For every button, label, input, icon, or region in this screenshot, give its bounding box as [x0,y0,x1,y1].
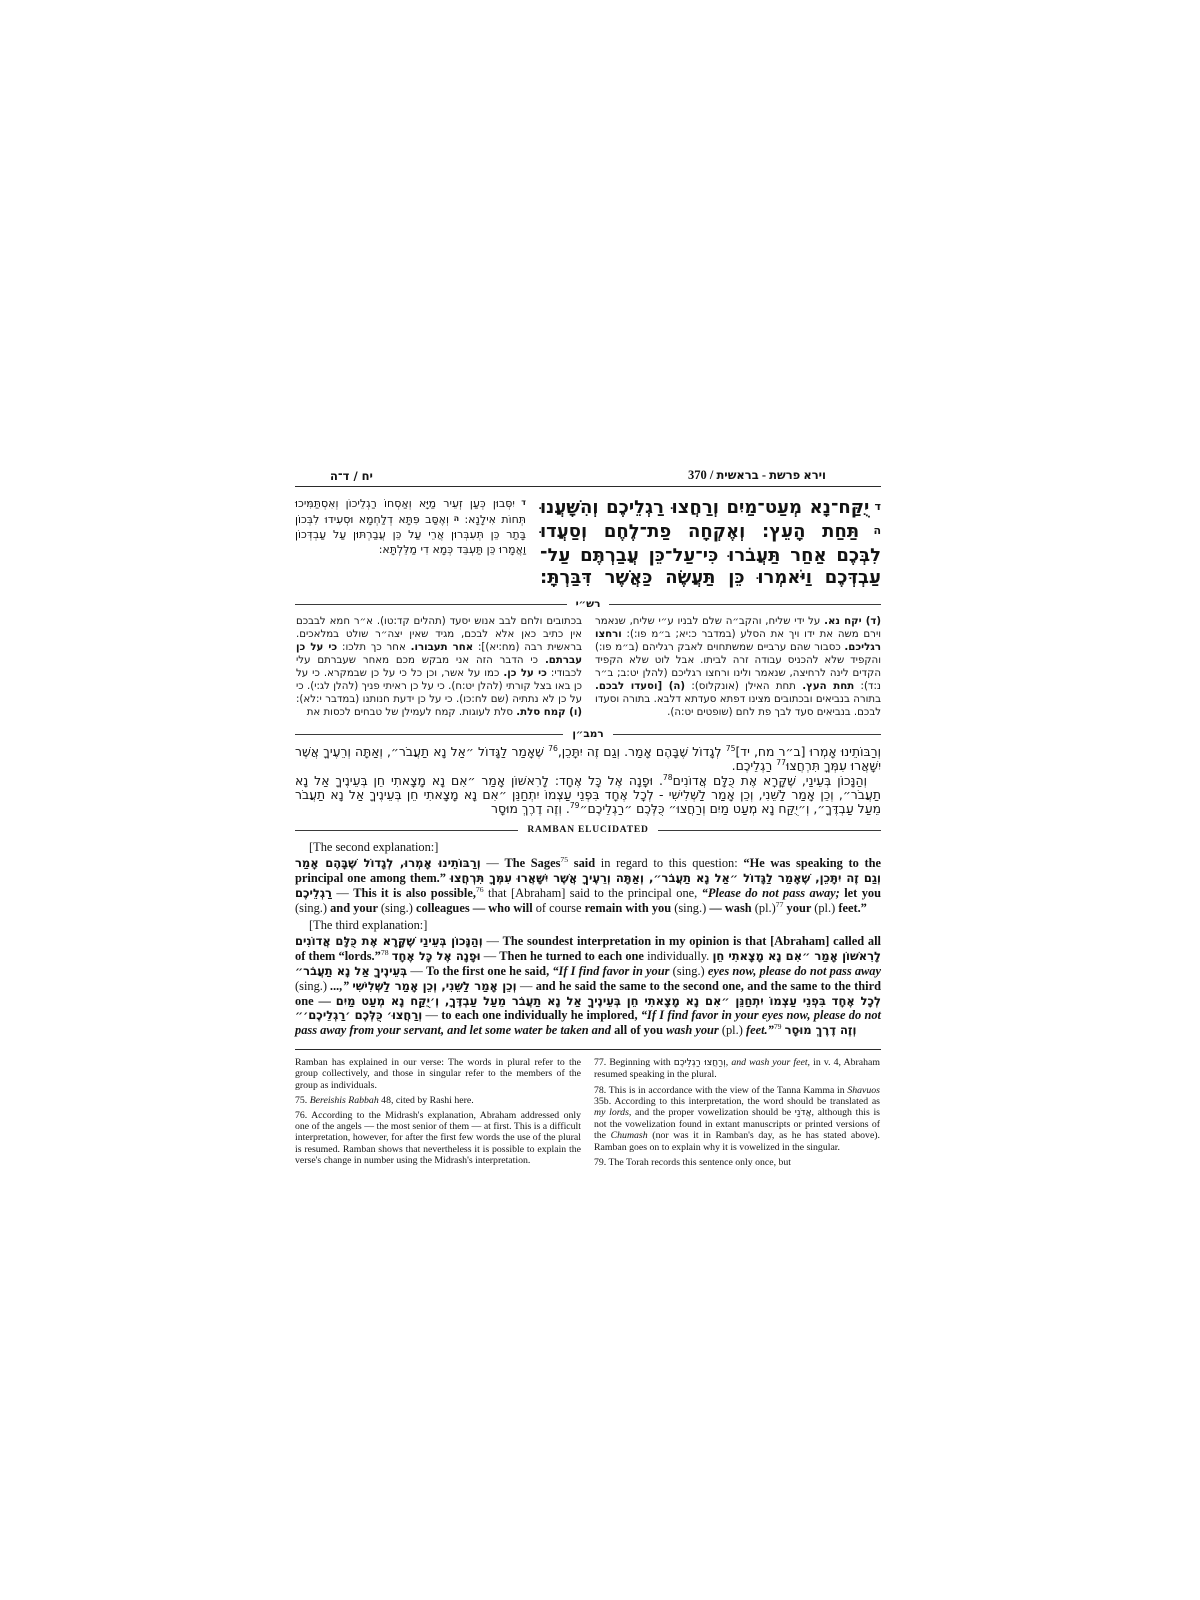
footnote-75: 75. Bereishis Rabbah 48, cited by Rashi here. [295,1094,474,1106]
explanation-3-header: [The third explanation:] [309,918,428,933]
footnote-76: 76. According to the Midrash's explanation, Abraham addressed only one of the angels — the most senior of them — at first. This is a difficult interpretation, however, for after the first few words the use of the plural is resumed. Ramban shows that nevertheless it is possible to explain the verse's change in number using the Midrash's interpretation. [295,1110,581,1166]
explanation-2-header: [The second explanation:] [309,840,439,855]
targum-onkelos-column: ד יִסְּבוּן כְּעַן זְעֵיר מַיָּא וְאַסְחוֹ רַגְלֵיכוֹן וְאִסְתַּמִּיכוּ תְּחוֹת אִילָנָא: ה וְאֶסַּב פִּתָּא דְלַחְמָא וּסְעִידוּ לִבְּכוֹן בָּתַר כֵּן תְּעִבְּרוּן אֲרֵי עַל כֵּן עֲבַרְתּוּן עַל עַבְדְּכוֹן וַאֲמָרוּ כֵּן תַּעְבֵּד כְּמָא דִי מַלֵּלְתָּא: [295,497,526,557]
page-header [295,468,881,487]
ramban-hebrew-paragraph-2: וְהַנָּכוֹן בְּעֵינַי, שֶׁקָּרָא אֶת כֻּלָּם אֲדוֹנִים$^{78}$. וּפָנָה אֶל כָּל אֶחָד: לָרִאשׁוֹן אָמַר ״אִם נָא מָצָאתִי חֵן בְּעֵינֶיךָ אַל נָא תַעֲבֹר״, וְכֵן אָמַר לַשֵּׁנִי, וְכֵן אָמַר לַשְּׁלִישִׁי - לְכָל אֶחָד בִּפְנֵי עַצְמוֹ יִתְחַנֵּן ״אִם נָא מָצָאתִי חֵן בְּעֵינֶיךָ אַל נָא תַעֲבֹר מֵעַל עַבְדֶּךָ״, וְ״יֻקַּח נָא מְעַט מַיִם וְרַחֲצוּ״ כֻּלְּכֶם ״רַגְלֵיכֶם״$^{79}$. וְזֶה דֶרֶךְ מוּסָר [295,772,881,817]
rashi-column-left: בכתובים ולחם לבב אנוש יסעד (תהלים קד:טו). א״ר חמא לבבכם אין כתיב כאן אלא לבכם, מגיד שאין יצה״ר שולט במלאכים. בראשית רבה (מח:יא)]: אחר תעבורו. אחר כך תלכו: כי על כן עברתם. כי הדבר הזה אני מבקש מכם מאחר שעברתם עלי לכבודי: כי על כן. כמו על אשר, וכן כל כי על כן שבמקרא. כי על כן באו בצל קורתי (להלן יט:ח). כי על כן ראיתי פניך (להלן לג:י). כי על כן לא נתתיה (שם לח:כו). כי על כן ידעת חנותנו (במדבר י:לא): (ו) קמח סלת. סלת לעוגות. קמח לעמילן של טבחים לכסות את [296,616,582,718]
verse-line: ד יֻקַּח־נָא מְעַט־מַיִם וְרַחֲצוּ רַגְלֵיכֶם וְהִשָּׁעֲנוּ [540,497,882,518]
torah-text-section [295,497,881,589]
footnote-79: 79. The Torah records this sentence only once, but [594,1156,792,1168]
rashi-divider-label: רש״י [575,598,601,610]
footnotes-section [295,1057,881,1172]
verse-line: ה תַּחַת הָעֵץ: וְאֶקְחָה פַת־לֶחֶם וְסַעֲדוּ [540,521,881,542]
rashi-column-right: (ד) יקח נא. על ידי שליח, והקב״ה שלם לבניו ע״י שליח, שנאמר וירם משה את ידו ויך את הסלע (במדבר כ:יא; ב״מ פו:): ורחצו רגליכם. כסבור שהם ערביים שמשתחוים לאבק רגליהם (ב״מ פו:) והקפיד שלא להכניס עבודה זרה לביתו. אבל לוט שלא הקפיד הקדים לינה לרחיצה, שנאמר ולינו ורחצו רגליכם (להלן יט:ב; ב״ר נ:ד): תחת העץ. תחת האילן (אונקלוס): (ה) [וסעדו לבכם. בתורה בנביאים ובכתובים מצינו דפתא סעדתא דלבא. בתורה וסעדו לבכם. בנביאים סעד לבך פת לחם (שופטים יט:ה). [595,616,881,718]
footnotes-separator-rule [295,1049,881,1050]
footnote-column-right [594,1057,880,1172]
footnote-78: 78. This is in accordance with the view of the Tanna Kamma in Shavuos 35b. According to this interpretation, the word should be translated as my lords, and the proper vowelization should be אֲדֹנַי, although this is not the vowelization found in extant manuscripts or printed versions of the Chumash (nor was it in Ramban's day, as he has stated above). Ramban goes on to explain why it is vowelized in the singular. [594,1084,881,1153]
footnote-column-left [295,1057,581,1172]
verse-line: עַבְדְּכֶם וַיֹּאמְרוּ כֵּן תַּעֲשֶׂה כַּאֲשֶׁר דִּבַּרְתָּ: [540,567,881,588]
ramban-divider [295,728,881,740]
footnote-77: 77. Beginning with וְרַחֲצוּ רַגְלֵיכֶם, and wash your feet, in v. 4, Abraham resumed speaking in the plural. [594,1057,880,1081]
ramban-hebrew-section [295,745,881,816]
rashi-commentary-section [295,615,881,719]
rashi-divider [295,598,881,610]
footnote-continuation: Ramban has explained in our verse: The words in plural refer to the group collectively, and those in singular refer to the members of the group as individuals. [295,1057,581,1091]
explanation-3-body: וְהַנָּכוֹן בְּעֵינַי שֶׁקָּרָא אֶת כֻּלָּם אֲדוֹנִים — The soundest interpretation in my opinion is that [Abraham] called all of them “lords.”$^{78}$ וּפָנָה אֶל כָּל אֶחָד — Then he turned to each one individually. לָרִאשׁוֹן אָמַר ״אִם נָא מָצָאתִי חֵן בְּעֵינֶיךָ אַל נָא תַעֲבֹר״ — To the first one he said, “If I find favor in your (sing.) eyes now, please do not pass away (sing.) ...,” וְכֵן אָמַר לַשֵּׁנִי, וְכֵן אָמַר לַשְּׁלִישִׁי — and he said the same to the second one, and the same to the third one — לְכָל אֶחָד בִּפְנֵי עַצְמוֹ יִתְחַנֵּן ״אִם נָא מָצָאתִי חֵן בְּעֵינֶיךָ אַל נָא תַעֲבֹר מֵעַל עַבְדֶּךָ, וְ׳יֻקַּח נָא מְעַט מַיִם וְרַחֲצוּ׳ כֻּלְּכֶם ׳רַגְלֵיכֶם׳״ — to each one individually he implored, “If I find favor in your eyes now, please do not pass away from your servant, and let some water be taken and all of you wash your (pl.) feet.”$^{79}$ וְזֶה דֶרֶךְ מוּסָר [295,933,882,1038]
verse-line: לִבְּכֶם אַחַר תַּעֲבֹרוּ כִּי־עַל־כֵּן עֲבַרְתֶּם עַל־ [540,545,881,566]
ramban-elucidated-divider-label: RAMBAN ELUCIDATED [527,825,649,836]
ramban-elucidated-section [295,840,881,1038]
ramban-divider-label: רמב״ן [572,728,604,740]
page-content [295,468,881,1172]
ramban-hebrew-paragraph-1: וְרַבּוֹתֵינוּ אָמְרוּ [ב״ר מח, יד]$^{75}$ לְגָדוֹל שֶׁבָּהֶם אָמַר. וְגַם זֶה יִתָּכֵן,$^{76}$ שֶׁאָמַר לַגָּדוֹל ״אַל נָא תַעֲבֹר״, וְאַתָּה וְרֵעֶיךָ אֲשֶׁר יִשָּׁאֲרוּ עִמְּךָ תִּרְחֲצוּ$^{77}$ רַגְלֵיכֶם. [295,743,881,774]
page-title: 370 / בראשית - פרשת וירא [687,468,826,482]
torah-verse-column [540,497,881,589]
chapter-verse-reference: יח / ד־ה [330,469,373,483]
ramban-elucidated-divider [295,825,881,835]
explanation-2-body: וְרַבּוֹתֵינוּ אָמְרוּ, לְגָדוֹל שֶׁבָּהֶם אָמַר — The Sages$^{75}$ said in regard to this question: “He was speaking to the principal one among them.” וְגַם זֶה יִתָּכֵן, שֶׁאָמַר לַגָּדוֹל ״אַל נָא תַעֲבֹר״, וְאַתָּה וְרֵעֶיךָ אֲשֶׁר יִשָּׁאֲרוּ עִמְּךָ תִּרְחֲצוּ רַגְלֵיכֶם — This it is also possible,$^{76}$ that [Abraham] said to the principal one, “Please do not pass away; let you (sing.) and your (sing.) colleagues — who will of course remain with you (sing.) — wash $(pl.)^{77}$ your (pl.) feet.” [295,855,882,916]
